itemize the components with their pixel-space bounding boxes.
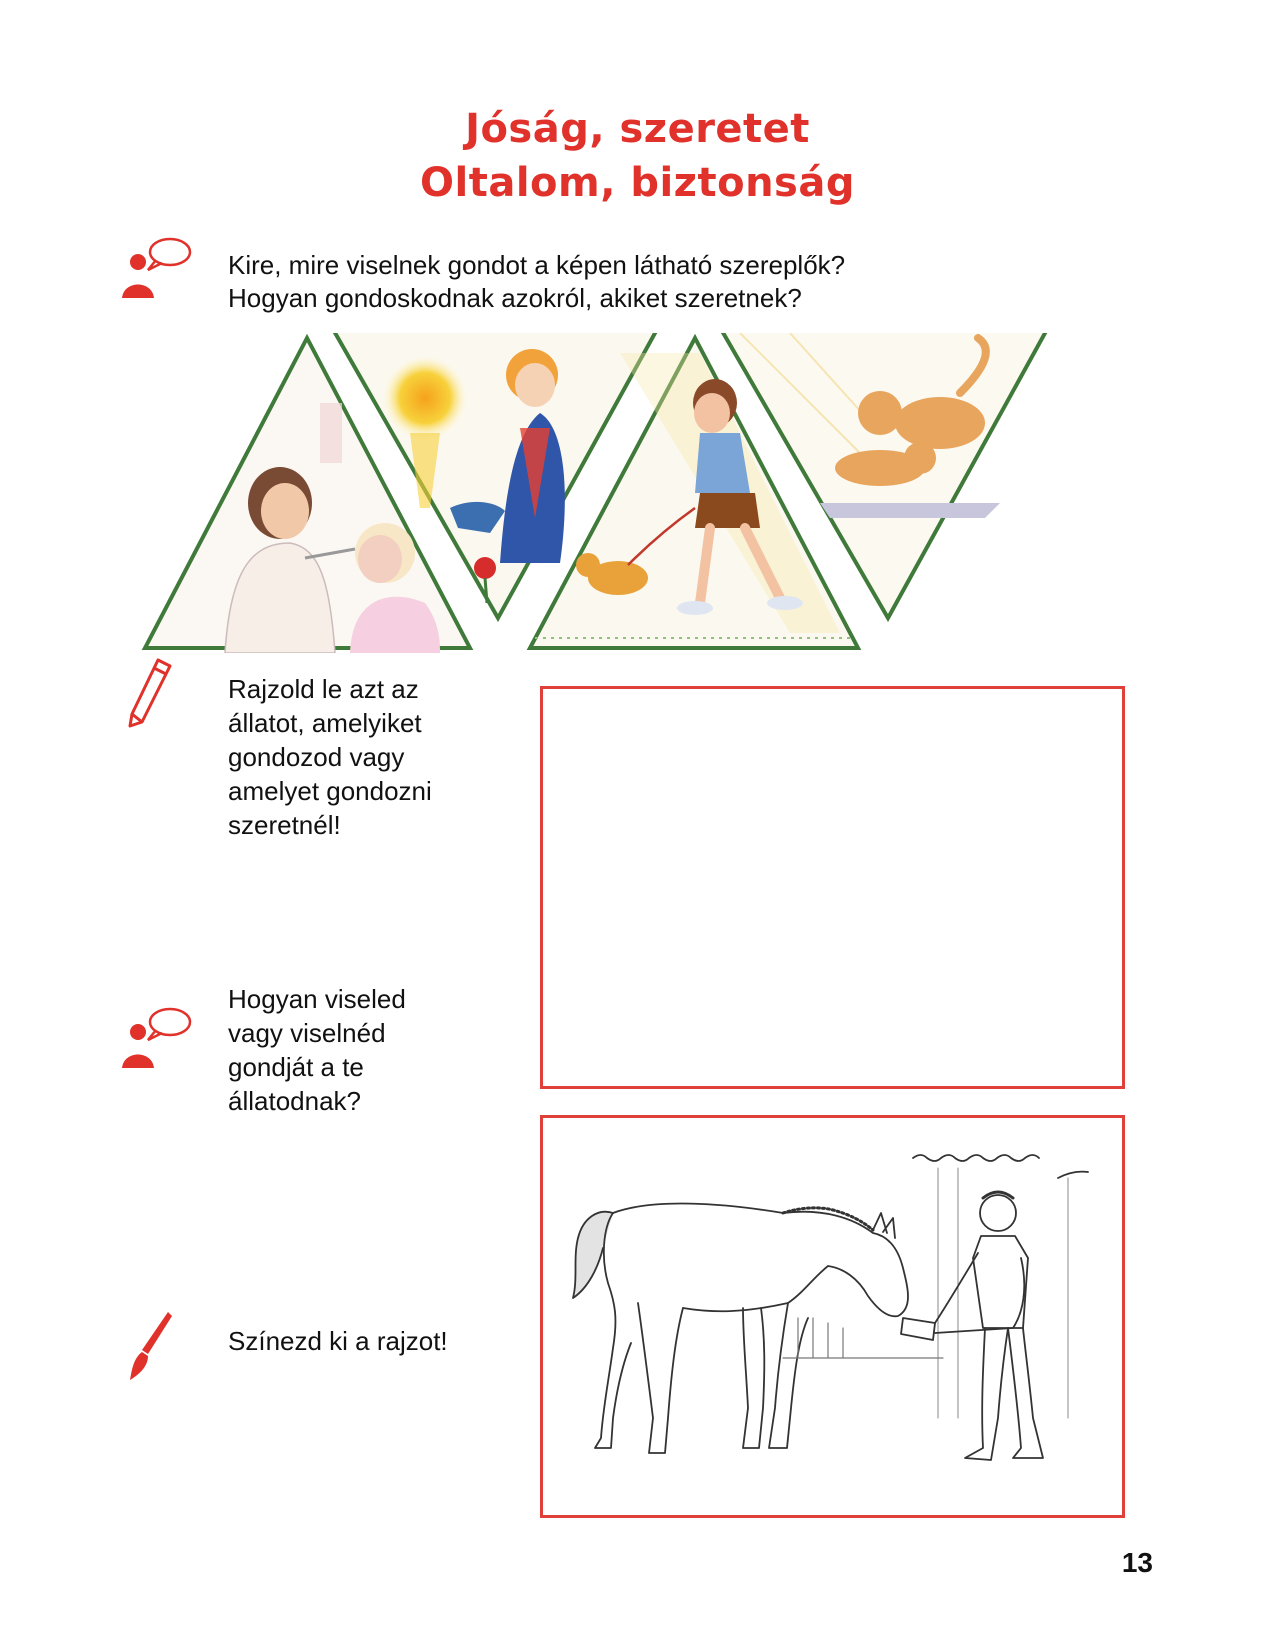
speech-person-icon — [118, 232, 194, 304]
paintbrush-icon — [128, 1310, 174, 1384]
question-2-line: vagy viselnéd — [228, 1018, 386, 1048]
draw-task-line: állatot, amelyiket — [228, 708, 422, 738]
question-2-line: állatodnak? — [228, 1086, 361, 1116]
draw-task-line: Rajzold le azt az — [228, 674, 419, 704]
pencil-icon — [128, 656, 174, 730]
page-subtitle: Oltalom, biztonság — [420, 160, 855, 206]
question-1-line-1: Kire, mire viselnek gondot a képen látható szereplők? — [228, 250, 846, 280]
draw-task-line: amelyet gondozni — [228, 776, 432, 806]
question-2-line: Hogyan viseled — [228, 984, 406, 1014]
draw-task-text — [228, 672, 432, 842]
boy-feeding-foal-drawing — [543, 1118, 1122, 1515]
illustration-strip — [140, 333, 1110, 653]
draw-task-line: szeretnél! — [228, 810, 341, 840]
drawing-area[interactable] — [540, 686, 1125, 1089]
coloring-picture[interactable] — [540, 1115, 1125, 1518]
color-task-text: Színezd ki a rajzot! — [228, 1326, 448, 1356]
speech-person-icon — [118, 1002, 194, 1074]
page-title: Jóság, szeretet — [465, 106, 810, 152]
page-number: 13 — [1121, 1547, 1153, 1578]
question-1-line-2: Hogyan gondoskodnak azokról, akiket szeretnek? — [228, 283, 802, 313]
draw-task-line: gondozod vagy — [228, 742, 405, 772]
question-2-line: gondját a te — [228, 1052, 364, 1082]
question-2-text — [228, 982, 406, 1118]
